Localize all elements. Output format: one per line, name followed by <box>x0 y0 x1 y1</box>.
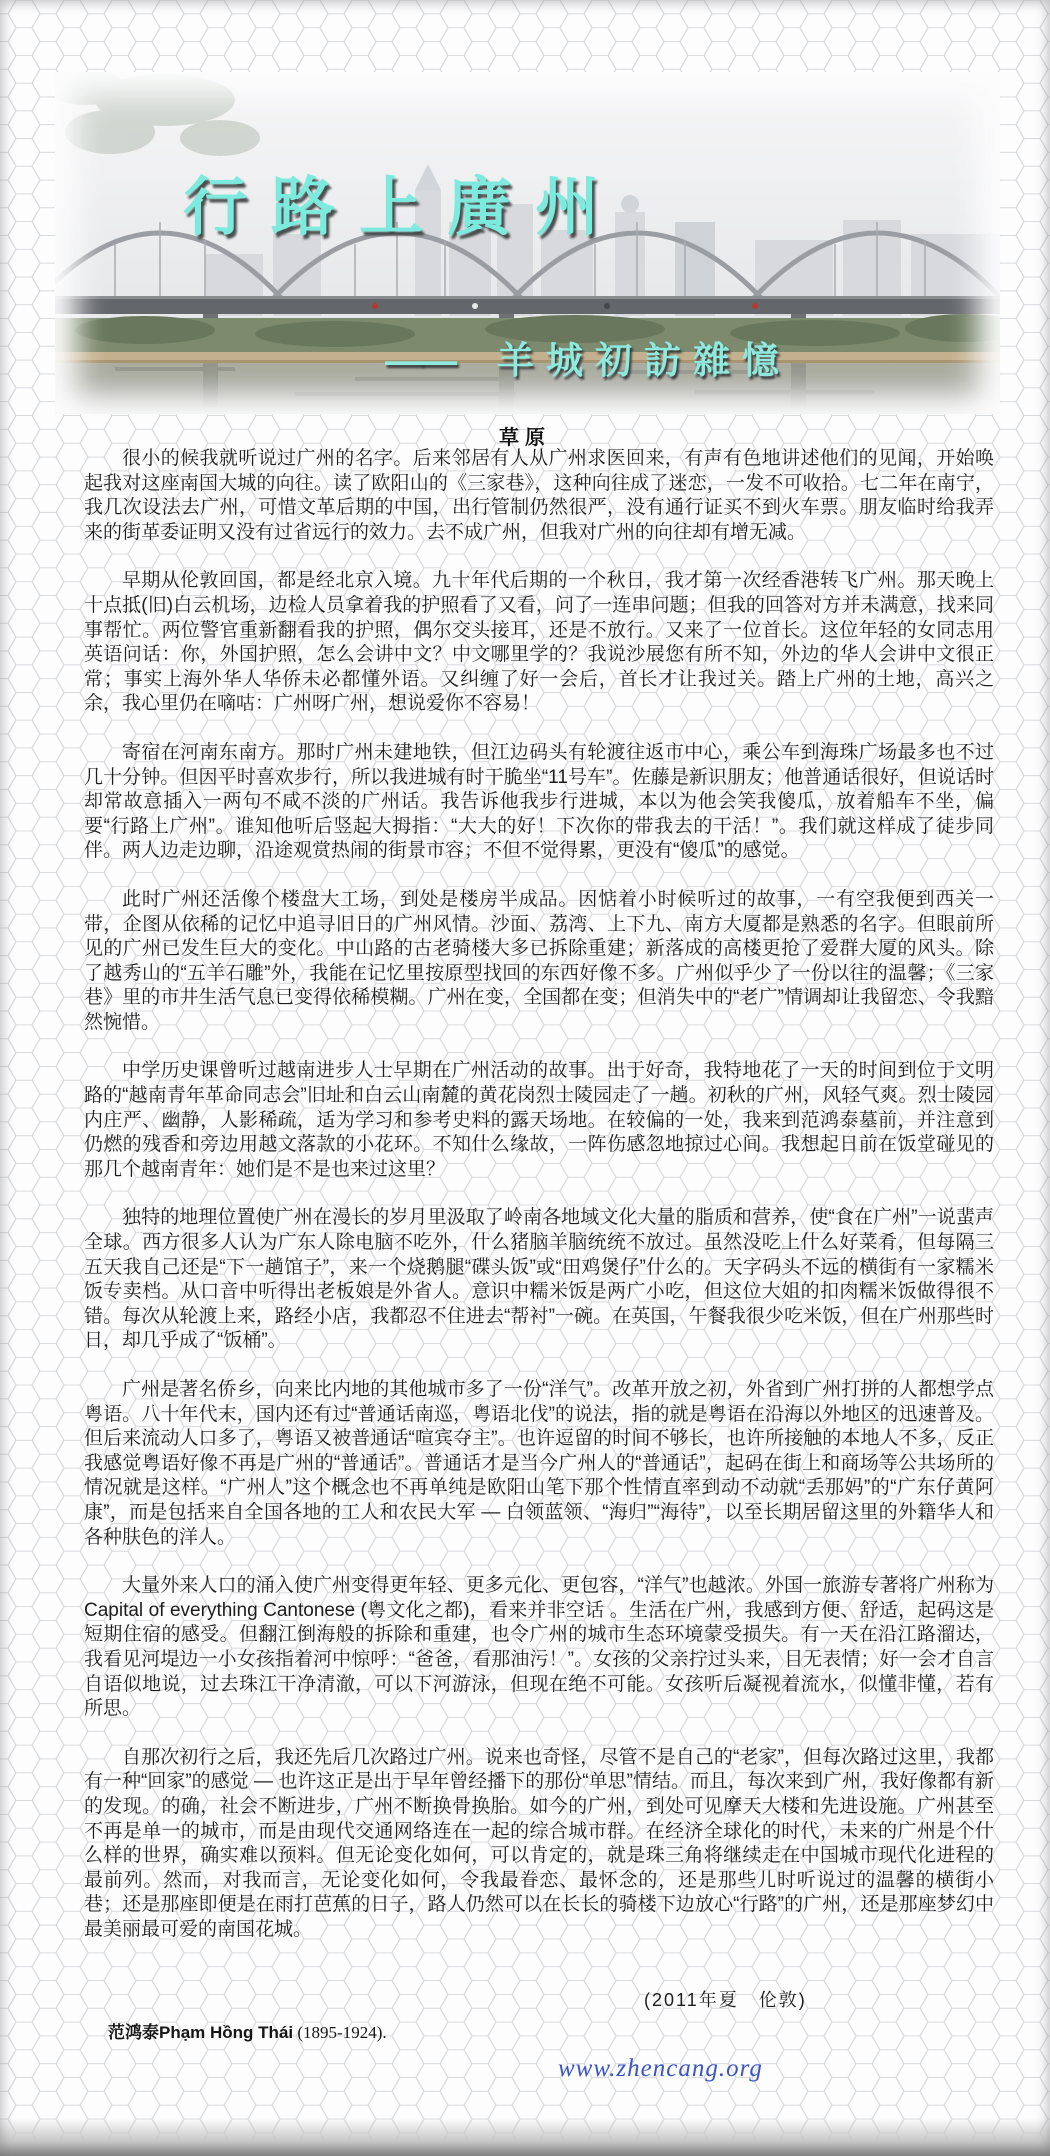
paragraph-5: 中学历史课曾听过越南进步人士早期在广州活动的故事。出于好奇，我特地花了一天的时间到位于文明路的“越南青年革命同志会”旧址和白云山南麓的黄花岗烈士陵园走了一趟。初秋的广州，风轻气爽。烈士陵园内庄严、幽静，人影稀疏，适为学习和参考史料的露天场地。在较偏的一处，我来到范鸿泰墓前，并注意到仍燃的残香和旁边用越文落款的小花环。不知什么缘故，一阵伤感忽地掠过心间。我想起日前在饭堂碰见的那几个越南青年：她们是不是也来过这里？ <box>84 1060 994 1180</box>
paragraph-6: 独特的地理位置使广州在漫长的岁月里汲取了岭南各地域文化大量的脂质和营养，使“食在广州”一说蜚声全球。西方很多人认为广东人除电脑不吃外，什么猪脑羊脑统统不放过。虽然没吃上什么好菜肴，但每隔三五天我自己还是“下一趟馆子”，来一个烧鹅腿“碟头饭”或“田鸡煲仔”什么的。天字码头不远的横街有一家糯米饭专卖档。从口音中听得出老板娘是外省人。意识中糯米饭是两广小吃，但这位大姐的扣肉糯米饭做得很不错。每次从轮渡上来，路经小店，我都忍不住进去“帮衬”一碗。在英国，午餐我很少吃米饭，但在广州那些时日，却几乎成了“饭桶”。 <box>84 1207 994 1352</box>
footnote-name: 范鸿泰Phạm Hồng Thái <box>108 2023 294 2042</box>
article-body <box>84 447 994 1966</box>
paragraph-9: 自那次初行之后，我还先后几次路过广州。说来也奇怪，尽管不是自己的“老家”，但每次路过这里，我都有一种“回家”的感觉 — 也许这正是出于早年曾经播下的那份“单思”情结。而且，每次来到广州，我好像都有新的发现。的确，社会不断进步，广州不断换骨换胎。如今的广州，到处可见摩天大楼和先进设施。广州甚至不再是单一的城市，而是由现代交通网络连在一起的综合城市群。在经济全球化的时代，未来的广州是个什么样的世界，确实难以预料。但无论变化如何，可以肯定的，就是珠三角将继续走在中国城市现代化进程的最前列。然而，对我而言，无论变化如何，令我最眷恋、最怀念的，还是那些儿时听说过的温馨的横街小巷；还是那座即便是在雨打芭蕉的日子，路人仍然可以在长长的骑楼下边放心“行路”的广州，还是那座梦幻中最美丽最可爱的南国花城。 <box>84 1746 994 1940</box>
paragraph-4: 此时广州还活像个楼盘大工场，到处是楼房半成品。因惦着小时候听过的故事，一有空我便到西关一带，企图从依稀的记忆中追寻旧日的广州风情。沙面、荔湾、上下九、南方大厦都是熟悉的名字。但眼前所见的广州已发生巨大的变化。中山路的古老骑楼大多已拆除重建；新落成的高楼更抢了爱群大厦的风头。除了越秀山的“五羊石雕”外，我能在记忆里按原型找回的东西好像不多。广州似乎少了一份以往的温馨；《三家巷》里的市井生活气息已变得依稀模糊。广州在变，全国都在变；但消失中的“老广”情调却让我留恋、令我黯然惋惜。 <box>84 888 994 1033</box>
paragraph-3: 寄宿在河南东南方。那时广州未建地铁，但江边码头有轮渡往返市中心，乘公车到海珠广场最多也不过几十分钟。但因平时喜欢步行，所以我进城有时干脆坐“11号车”。佐藤是新识朋友；他普通话很好，但说话时却常故意插入一两句不咸不淡的广州话。我告诉他我步行进城，本以为他会笑我傻瓜，放着船车不坐，偏要“行路上广州”。谁知他听后竖起大拇指：“大大的好！下次你的带我去的干活！”。我们就这样成了徒步同伴。两人边走边聊，沿途观赏热闹的街景市容；不但不觉得累，更没有“傻瓜”的感觉。 <box>84 741 994 862</box>
site-url[interactable]: www.zhencang.org <box>558 2055 763 2082</box>
header-image <box>55 72 1000 414</box>
article-title: 行路上廣州 <box>183 171 623 243</box>
subtitle-dash: —— <box>385 340 455 381</box>
subtitle-text: 羊城初訪雜憶 <box>497 340 791 381</box>
article-subtitle <box>385 330 791 384</box>
signature: (2011年夏 伦敦) <box>644 1990 807 2010</box>
footnote <box>108 2018 387 2043</box>
paragraph-2: 早期从伦敦回国，都是经北京入境。九十年代后期的一个秋日，我才第一次经香港转飞广州。那天晚上十点抵(旧)白云机场，边检人员拿着我的护照看了又看，问了一连串问题；但我的回答对方并未满意，找来同事帮忙。两位警官重新翻看我的护照，偶尔交头接耳，还是不放行。又来了一位首长。这位年轻的女同志用英语问话：你，外国护照，怎么会讲中文？中文哪里学的？我说沙展您有所不知，外边的华人会讲中文很正常；事实上海外华人华侨未必都懂外语。又纠缠了好一会后，首长才让我过关。踏上广州的土地，高兴之余，我心里仍在嘀咕：广州呀广州，想说爱你不容易！ <box>84 570 994 715</box>
paragraph-8: 大量外来人口的涌入使广州变得更年轻、更多元化、更包容，“洋气”也越浓。外国一旅游专著将广州称为Capital of everything Cantonese (粤文化之都)，看来并非空话 。生活在广州，我感到方便、舒适，起码这是短期住宿的感受。但翻江倒海般的拆除和重建，也令广州的城市生态环境蒙受损失。有一天在沿江路溜达，我看见河堤边一小女孩指着河中惊呼：“爸爸，看那油污！”。女孩的父亲拧过头来，目无表情；好一会才自言自语似地说，过去珠江干净清澈，可以下河游泳，但现在绝不可能。女孩听后凝视着流水，似懂非懂，若有所思。 <box>84 1575 994 1720</box>
paragraph-1: 很小的候我就听说过广州的名字。后来邻居有人从广州求医回来，有声有色地讲述他们的见闻，开始唤起我对这座南国大城的向往。读了欧阳山的《三家巷》，这种向往成了迷恋，一发不可收拾。七二年在南宁，我几次设法去广州，可惜文革后期的中国，出行管制仍然很严，没有通行证买不到火车票。朋友临时给我弄来的街革委证明又没有过省远行的效力。去不成广州，但我对广州的向往却有增无减。 <box>84 448 994 543</box>
footnote-dates: (1895-1924). <box>293 2023 387 2042</box>
author-name: 草原 <box>499 427 551 449</box>
paragraph-7: 广州是著名侨乡，向来比内地的其他城市多了一份“洋气”。改革开放之初，外省到广州打拼的人都想学点粤语。八十年代末，国内还有过“普通话南巡，粤语北伐”的说法，指的就是粤语在沿海以外地区的迅速普及。但后来流动人口多了，粤语又被普通话“喧宾夺主”。也许逗留的时间不够长，也许所接触的本地人不多，反正我感觉粤语好像不再是广州的“普通话”。普通话才是当今广州人的“普通话”，起码在街上和商场等公共场所的情况就是这样。“广州人”这个概念也不再单纯是欧阳山笔下那个性情直率到动不动就“丢那妈”的“广东仔黄阿康”，而是包括来自全国各地的工人和农民大军 — 白领蓝领、“海归”“海待”，以至长期居留这里的外籍华人和各种肤色的洋人。 <box>84 1379 994 1548</box>
